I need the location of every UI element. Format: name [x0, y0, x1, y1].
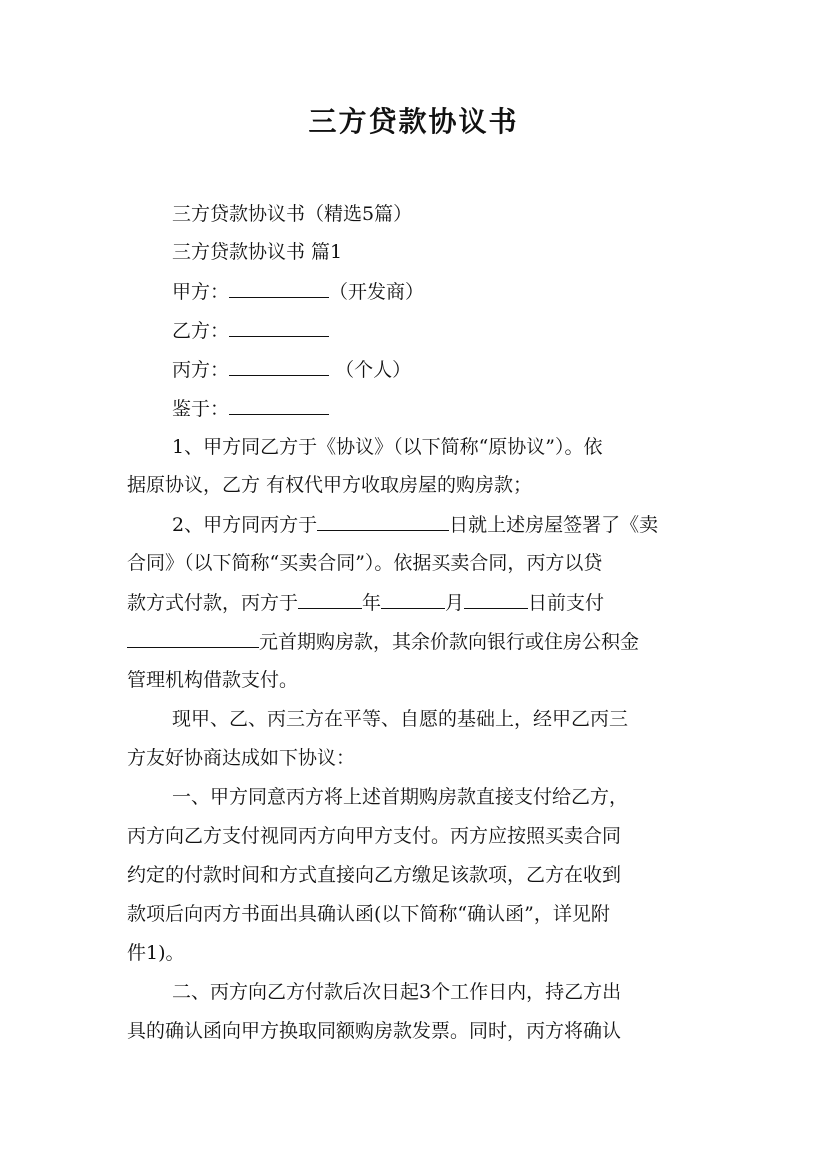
paragraph-2-before-text: 日前支付 [528, 592, 605, 614]
paragraph-2-line-2: 合同》（以下简称“买卖合同”）。依据买卖合同，丙方以贷 [127, 552, 603, 574]
subtitle: 三方贷款协议书（精选5篇） [172, 203, 413, 225]
party-a-blank [229, 279, 329, 298]
paragraph-1-line-2: 据原协议，乙方 有权代甲方收取房屋的购房款； [127, 474, 533, 496]
party-a-label: 甲方： [172, 281, 230, 303]
paragraph-2-text-a: 2、甲方同丙方于 [172, 514, 318, 536]
paragraph-2-amount-text: 元首期购房款，其余价款向银行或住房公积金 [259, 631, 640, 653]
clause-1-line-5: 件1)。 [127, 942, 185, 964]
paragraph-2-payment-text: 款方式付款，丙方于 [127, 592, 299, 614]
paragraph-2-text-b: 日就上述房屋签署了《卖 [449, 514, 659, 536]
party-c-label: 丙方： [172, 359, 230, 381]
whereas-line [172, 396, 747, 421]
party-c-note: （个人） [335, 359, 412, 381]
clause-1-line-4: 款项后向丙方书面出具确认函(以下简称“确认函”，详见附 [127, 903, 610, 925]
party-b-label: 乙方： [172, 320, 230, 342]
clause-2-line-2: 具的确认函向甲方换取同额购房款发票。同时，丙方将确认 [127, 1020, 622, 1042]
paragraph-2-line-1 [172, 512, 747, 537]
party-a-note: （开发商） [329, 281, 425, 303]
document-title: 三方贷款协议书 [308, 105, 519, 138]
signing-date-blank [317, 512, 449, 531]
paragraph-3-line-2: 方友好协商达成如下协议： [127, 747, 356, 769]
clause-1-line-3: 约定的付款时间和方式直接向乙方缴足该款项，乙方在收到 [127, 864, 622, 886]
party-c-line [172, 357, 747, 382]
year-label: 年 [362, 592, 382, 614]
clause-1-line-2: 丙方向乙方支付视同丙方向甲方支付。丙方应按照买卖合同 [127, 825, 622, 847]
whereas-label: 鉴于： [172, 398, 230, 420]
paragraph-2-line-5: 管理机构借款支付。 [127, 669, 299, 691]
month-blank [381, 590, 445, 609]
party-b-blank [229, 318, 329, 337]
party-a-line [172, 279, 747, 304]
paragraph-1-line-1: 1、甲方同乙方于《协议》（以下简称“原协议”）。依 [172, 436, 603, 458]
whereas-blank [229, 396, 329, 415]
month-label: 月 [445, 592, 465, 614]
year-blank [298, 590, 362, 609]
amount-blank [127, 629, 259, 648]
paragraph-2-line-4 [127, 629, 702, 654]
day-blank [464, 590, 528, 609]
section-title: 三方贷款协议书 篇1 [172, 241, 343, 263]
party-b-line [172, 318, 747, 343]
paragraph-2-line-3 [127, 590, 702, 615]
clause-1-line-1: 一、甲方同意丙方将上述首期购房款直接支付给乙方， [172, 786, 629, 808]
paragraph-3-line-1: 现甲、乙、丙三方在平等、自愿的基础上，经甲乙丙三 [172, 708, 629, 730]
party-c-blank [229, 357, 329, 376]
clause-2-line-1: 二、丙方向乙方付款后次日起3个工作日内，持乙方出 [172, 981, 622, 1003]
